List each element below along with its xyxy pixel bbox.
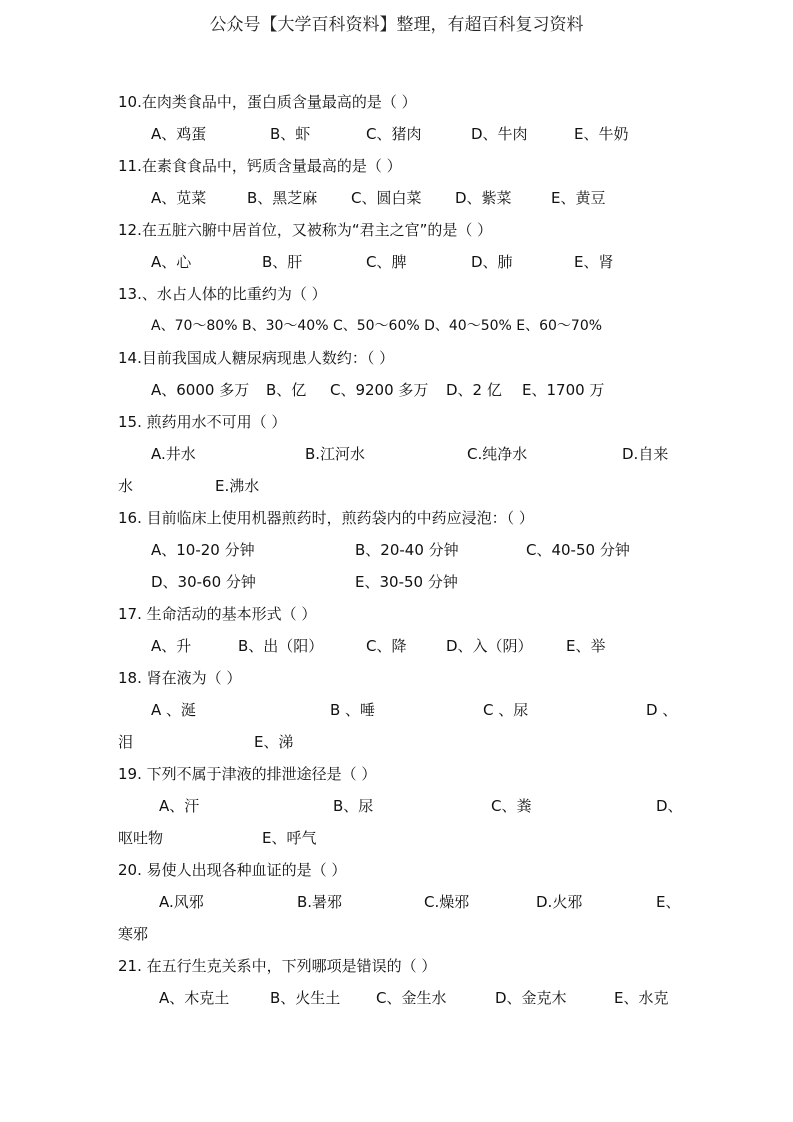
page-header: 公众号【大学百科资料】整理，有超百科复习资料 xyxy=(209,15,584,35)
option-e: E、水克 xyxy=(614,989,669,1007)
option-d-continued: 呕吐物 xyxy=(118,829,164,847)
question-13: 13.、水占人体的比重约为（ ） xyxy=(118,285,327,303)
question-18: 18. 肾在液为（ ） xyxy=(118,669,242,687)
option-d: D、牛肉 xyxy=(471,125,528,143)
option-b: B、肝 xyxy=(262,253,303,271)
option-e: E、涕 xyxy=(254,733,294,751)
option-a: A、升 xyxy=(151,637,192,655)
question-11: 11.在素食食品中，钙质含量最高的是（ ） xyxy=(118,157,402,175)
option-d: D、30-60 分钟 xyxy=(151,573,256,591)
option-c: C、金生水 xyxy=(376,989,447,1007)
option-d: D、肺 xyxy=(471,253,513,271)
option-e: E、黄豆 xyxy=(551,189,606,207)
option-b: B、火生土 xyxy=(270,989,341,1007)
option-a: A、鸡蛋 xyxy=(151,125,207,143)
option-a: A、汗 xyxy=(159,797,200,815)
question-20: 20. 易使人出现各种血证的是（ ） xyxy=(118,861,347,879)
option-d-continued: 泪 xyxy=(118,733,134,751)
question-19: 19. 下列不属于津液的排泄途径是（ ） xyxy=(118,765,377,783)
option-d: D、金克木 xyxy=(495,989,567,1007)
option-b: B、20-40 分钟 xyxy=(355,541,459,559)
option-a: A、心 xyxy=(151,253,192,271)
option-c: C、圆白菜 xyxy=(351,189,422,207)
option-e: E、牛奶 xyxy=(574,125,629,143)
option-d: D 、 xyxy=(646,701,678,719)
option-c: C、脾 xyxy=(366,253,407,271)
option-d: D、2 亿 xyxy=(446,381,502,399)
options-row: A、70～80% B、30～40% C、50～60% D、40～50% E、60～70% xyxy=(151,318,603,334)
option-b: B、出（阳） xyxy=(238,637,324,655)
option-a: A 、涎 xyxy=(151,701,197,719)
option-d: D、 xyxy=(656,797,683,815)
question-16: 16. 目前临床上使用机器煎药时，煎药袋内的中药应浸泡：（ ） xyxy=(118,509,534,527)
option-b: B.江河水 xyxy=(305,445,366,463)
option-c: C、40-50 分钟 xyxy=(526,541,630,559)
question-12: 12.在五脏六腑中居首位，又被称为“君主之官”的是（ ） xyxy=(118,221,493,239)
option-e: E、1700 万 xyxy=(522,381,605,399)
option-a: A、6000 多万 xyxy=(151,381,250,399)
option-a: A、10-20 分钟 xyxy=(151,541,255,559)
option-b: B、黑芝麻 xyxy=(247,189,318,207)
option-c: C.燥邪 xyxy=(424,893,470,911)
option-b: B、虾 xyxy=(270,125,311,143)
option-c: C、降 xyxy=(366,637,407,655)
option-e-continued: 寒邪 xyxy=(118,925,149,943)
option-e: E.沸水 xyxy=(215,477,260,495)
option-a: A、苋菜 xyxy=(151,189,207,207)
option-c: C、粪 xyxy=(491,797,532,815)
option-d: D、入（阴） xyxy=(446,637,533,655)
option-e: E、肾 xyxy=(574,253,614,271)
option-b: B.暑邪 xyxy=(297,893,343,911)
option-c: C 、尿 xyxy=(483,701,529,719)
option-a: A.井水 xyxy=(151,445,196,463)
option-b: B、亿 xyxy=(266,381,307,399)
option-e: E、30-50 分钟 xyxy=(355,573,458,591)
option-e: E、呼气 xyxy=(262,829,317,847)
question-14: 14.目前我国成人糖尿病现患人数约：（ ） xyxy=(118,349,395,367)
option-a: A、木克土 xyxy=(159,989,230,1007)
option-e: E、举 xyxy=(566,637,606,655)
question-17: 17. 生命活动的基本形式（ ） xyxy=(118,605,317,623)
option-c: C、9200 多万 xyxy=(330,381,429,399)
option-b: B 、唾 xyxy=(330,701,376,719)
option-d: D.火邪 xyxy=(536,893,583,911)
option-d: D、紫菜 xyxy=(455,189,512,207)
option-a: A.风邪 xyxy=(159,893,204,911)
question-21: 21. 在五行生克关系中，下列哪项是错误的（ ） xyxy=(118,957,437,975)
option-c: C.纯净水 xyxy=(467,445,528,463)
option-b: B、尿 xyxy=(333,797,374,815)
option-e: E、 xyxy=(656,893,681,911)
option-d-continued: 水 xyxy=(118,477,134,495)
question-10: 10.在肉类食品中，蛋白质含量最高的是（ ） xyxy=(118,93,417,111)
option-d: D.自来 xyxy=(622,445,669,463)
option-c: C、猪肉 xyxy=(366,125,422,143)
question-15: 15. 煎药用水不可用（ ） xyxy=(118,413,287,431)
